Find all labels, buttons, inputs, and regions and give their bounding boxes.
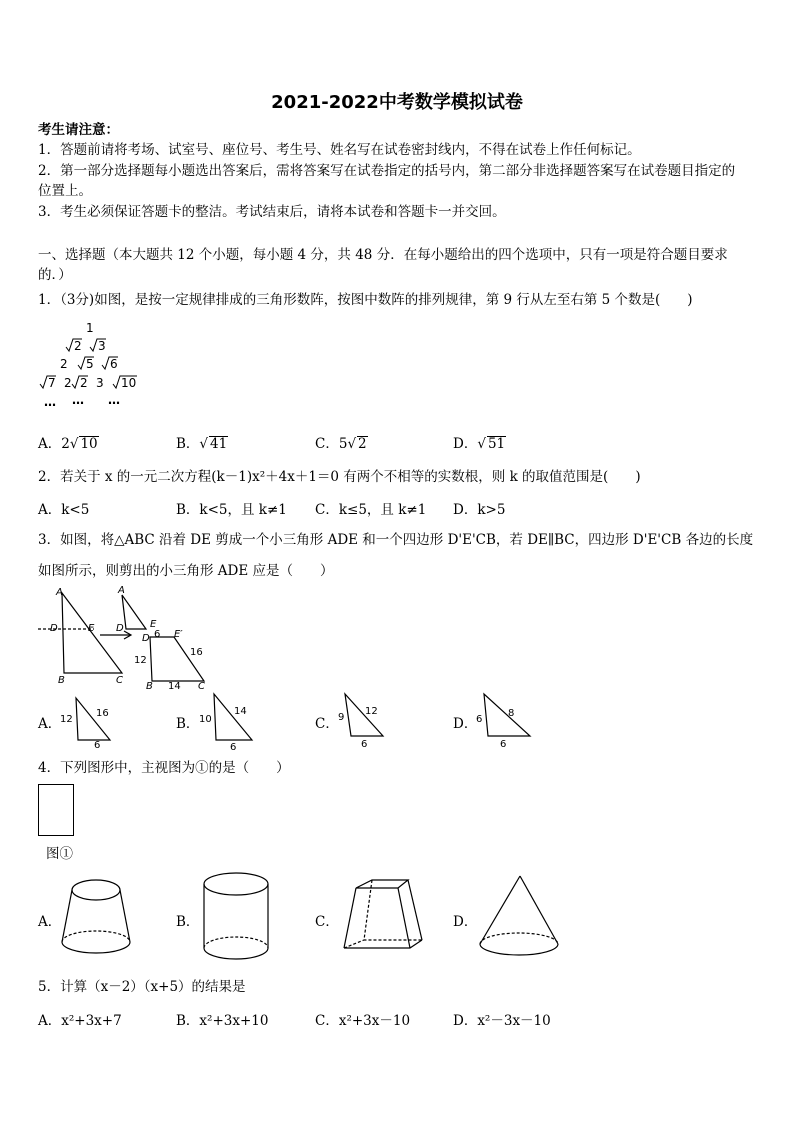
option-label: A． xyxy=(38,436,62,452)
question-3-line1: 3．如图，将△ABC 沿着 DE 剪成一个小三角形 ADE 和一个四边形 D'E'CB，若 DE∥BC，四边形 D'E'CB 各边的长度 xyxy=(38,532,754,548)
tri-r3c: 6 xyxy=(110,357,118,371)
option-coef: 2 xyxy=(61,436,70,452)
radicand: 10 xyxy=(80,436,98,452)
notice-item-1: 1．答题前请将考场、试室号、座位号、考生号、姓名写在试卷密封线内，不得在试卷上作任何标记。 xyxy=(38,142,641,158)
notice-item-2: 2．第一部分选择题每小题选出答案后，需将答案写在试卷指定的括号内，第二部分非选择题答案写在试卷题目指定的 xyxy=(38,163,736,179)
fig-label-c: C xyxy=(116,675,123,686)
sqrt-symbol: √ 10 xyxy=(69,436,98,452)
svg-text:6: 6 xyxy=(361,739,368,748)
sqrt-symbol: √ 2 xyxy=(347,436,367,452)
q1-option-c[interactable] xyxy=(315,432,368,452)
section-heading-cont: 的．） xyxy=(38,267,72,283)
fig-label-a: A xyxy=(56,587,63,598)
q5-option-d[interactable]: D．x²－3x－10 xyxy=(453,1013,551,1029)
q4-option-d[interactable]: D． xyxy=(453,914,478,930)
radicand: 41 xyxy=(210,436,228,452)
q1-option-b[interactable] xyxy=(176,432,228,452)
svg-text:9: 9 xyxy=(338,712,345,723)
fig-label-d: D xyxy=(50,623,58,634)
svg-text:6: 6 xyxy=(230,742,237,750)
fig-label-d2: D xyxy=(116,623,124,634)
fig-len-16: 16 xyxy=(190,647,203,658)
tri-dots-2: … xyxy=(72,393,84,407)
question-4: 4．下列图形中，主视图为①的是（ ） xyxy=(38,760,290,776)
tri-r4c: 2 xyxy=(80,376,88,390)
q3-option-c-triangle xyxy=(335,692,391,748)
q4-option-c-prism-frustum xyxy=(338,876,426,960)
fig-len-14: 14 xyxy=(168,681,181,690)
svg-text:6: 6 xyxy=(476,714,483,725)
notice-item-3: 3．考生必须保证答题卡的整洁。考试结束后，请将本试卷和答题卡一并交回。 xyxy=(38,204,506,220)
tri-dots-1: … xyxy=(44,395,56,409)
q4-option-c[interactable]: C． xyxy=(315,914,339,930)
q3-option-b[interactable]: B． xyxy=(176,716,200,732)
sqrt-symbol: √ 41 xyxy=(199,436,228,452)
fig-len-12: 12 xyxy=(134,655,147,666)
option-coef: 5 xyxy=(338,436,348,452)
option-label: B． xyxy=(176,436,200,452)
tri-r4d: 3 xyxy=(96,376,104,390)
small-triangle-ade xyxy=(122,595,146,629)
tri-r1: 1 xyxy=(86,321,94,335)
notice-heading: 考生请注意： xyxy=(38,122,119,138)
tri-r2b: 3 xyxy=(98,339,106,353)
q4-front-view-rectangle xyxy=(38,784,74,836)
q4-option-a-frustum xyxy=(58,876,138,960)
question-1: 1．（3分)如图，是按一定规律排成的三角形数阵，按图中数阵的排列规律，第 9 行从左至右第 5 个数是( ) xyxy=(38,292,693,308)
q4-option-b[interactable]: B． xyxy=(176,914,200,930)
fig-label-dp: D xyxy=(142,633,150,644)
q3-option-a-triangle xyxy=(58,692,120,748)
fig-label-e2: E xyxy=(150,619,157,630)
svg-text:12: 12 xyxy=(60,714,73,725)
fig-label-b2: B xyxy=(146,681,153,690)
q3-option-d[interactable]: D． xyxy=(453,716,478,732)
tri-r3b: 5 xyxy=(86,357,94,371)
q1-number-triangle xyxy=(36,318,156,414)
fig-label-b: B xyxy=(58,675,65,686)
radicand: 51 xyxy=(487,436,506,452)
fig-label-a2: A xyxy=(118,585,125,596)
svg-text:6: 6 xyxy=(500,739,507,748)
svg-text:6: 6 xyxy=(94,740,101,748)
q2-option-b[interactable]: B．k<5，且 k≠1 xyxy=(176,502,287,518)
q3-figure xyxy=(34,585,214,690)
radicand: 2 xyxy=(358,436,367,452)
notice-item-2-cont: 位置上。 xyxy=(38,183,92,199)
fig-len-6: 6 xyxy=(154,629,161,640)
q3-option-c[interactable]: C． xyxy=(315,716,339,732)
option-label: D． xyxy=(453,436,478,452)
q4-figure-label: 图① xyxy=(46,846,73,862)
question-2: 2．若关于 x 的一元二次方程(k－1)x²＋4x＋1＝0 有两个不相等的实数根，则 k 的取值范围是( ) xyxy=(38,469,641,485)
q1-option-d[interactable] xyxy=(453,432,506,452)
tri-r4b: 2 xyxy=(64,376,72,390)
tri-dots-3: … xyxy=(108,393,120,407)
option-label: C． xyxy=(315,436,339,452)
q4-option-b-cylinder xyxy=(200,870,274,966)
fig-label-ep: E′ xyxy=(174,629,183,640)
tri-r4e: 10 xyxy=(121,376,137,390)
q3-option-b-triangle xyxy=(196,692,258,750)
tri-r3a: 2 xyxy=(60,357,68,371)
q3-option-a[interactable]: A． xyxy=(38,716,62,732)
svg-text:12: 12 xyxy=(365,706,378,717)
question-3-line2: 如图所示，则剪出的小三角形 ADE 应是（ ） xyxy=(38,563,334,579)
svg-text:8: 8 xyxy=(508,708,515,719)
q5-option-a[interactable]: A．x²+3x+7 xyxy=(38,1013,122,1029)
fig-label-e: E xyxy=(88,623,95,634)
q2-option-a[interactable]: A．k<5 xyxy=(38,502,90,518)
fig-label-c2: C xyxy=(198,681,205,690)
q5-option-c[interactable]: C．x²+3x－10 xyxy=(315,1013,411,1029)
tri-r4a: 7 xyxy=(48,376,56,390)
q2-option-d[interactable]: D．k>5 xyxy=(453,502,506,518)
svg-text:10: 10 xyxy=(199,714,212,725)
page-title: 2021-2022中考数学模拟试卷 xyxy=(271,92,523,113)
question-5: 5．计算（x－2）（x+5）的结果是 xyxy=(38,979,246,995)
q2-option-c[interactable]: C．k≤5，且 k≠1 xyxy=(315,502,427,518)
q3-option-d-triangle xyxy=(472,692,534,748)
quadrilateral xyxy=(150,637,204,681)
svg-text:14: 14 xyxy=(234,706,247,717)
q4-option-a[interactable]: A． xyxy=(38,914,62,930)
section-heading: 一、选择题（本大题共 12 个小题，每小题 4 分，共 48 分．在每小题给出的四个选项中，只有一项是符合题目要求 xyxy=(38,247,728,263)
tri-r2a: 2 xyxy=(74,339,82,353)
q1-option-a[interactable] xyxy=(38,432,99,452)
sqrt-symbol: √ 51 xyxy=(477,436,506,452)
svg-text:16: 16 xyxy=(96,708,109,719)
q4-option-d-cone xyxy=(476,872,562,962)
q5-option-b[interactable]: B．x²+3x+10 xyxy=(176,1013,269,1029)
